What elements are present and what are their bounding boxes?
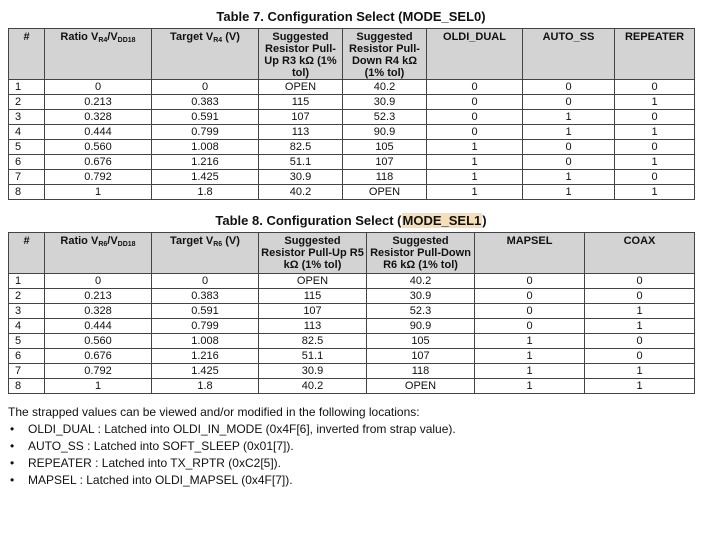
- table-cell: 0: [615, 140, 695, 155]
- table1-caption-suffix: ): [481, 9, 486, 24]
- table-cell: 0.676: [45, 155, 152, 170]
- table-cell: 0: [427, 80, 523, 95]
- table-cell: 1: [615, 155, 695, 170]
- table-row: [9, 304, 695, 319]
- table-cell: 105: [343, 140, 427, 155]
- table1-caption: [8, 8, 694, 26]
- table-cell: 0: [45, 274, 152, 289]
- table-cell: 0: [152, 274, 259, 289]
- document-page: [8, 8, 694, 489]
- table2-header-col-0: #: [9, 233, 45, 274]
- table-row: [9, 185, 695, 200]
- table-cell: OPEN: [259, 274, 367, 289]
- table-cell: 0: [45, 80, 152, 95]
- table-cell: 1: [475, 364, 585, 379]
- table-cell: 0: [523, 80, 615, 95]
- table-cell: 0: [152, 80, 259, 95]
- table-row: [9, 319, 695, 334]
- table-cell: 1: [615, 95, 695, 110]
- table2-header-col-6: COAX: [585, 233, 695, 274]
- table-row: [9, 379, 695, 394]
- table-cell: 1: [523, 110, 615, 125]
- table-row: [9, 125, 695, 140]
- table-cell: 30.9: [259, 170, 343, 185]
- table-cell: 0.213: [45, 289, 152, 304]
- table1-header-col-2: Target $V_{R4}$ (V): [152, 29, 259, 80]
- table-cell: 0.676: [45, 349, 152, 364]
- table-cell: 0.591: [152, 304, 259, 319]
- table-cell: 52.3: [367, 304, 475, 319]
- table-cell: 1: [585, 304, 695, 319]
- table2-header-col-5: MAPSEL: [475, 233, 585, 274]
- table-cell: 0.444: [45, 125, 152, 140]
- table-cell: 30.9: [367, 289, 475, 304]
- table1-header-col-6: AUTO_SS: [523, 29, 615, 80]
- table-cell: 0: [523, 155, 615, 170]
- table2-header-col-2: Target $V_{R6}$ (V): [152, 233, 259, 274]
- table2-caption-prefix: Table 8. Configuration Select (: [215, 213, 402, 228]
- table-cell: 0.560: [45, 140, 152, 155]
- table-cell: 107: [259, 110, 343, 125]
- table-cell: 7: [9, 364, 45, 379]
- table2-header-col-3: Suggested Resistor Pull-Up R5 kΩ (1% tol): [259, 233, 367, 274]
- table-cell: 6: [9, 155, 45, 170]
- table-row: [9, 349, 695, 364]
- table-cell: 1: [585, 379, 695, 394]
- table-row: [9, 95, 695, 110]
- table2-caption-suffix: ): [482, 213, 487, 228]
- table2-caption: [8, 212, 694, 230]
- table-cell: 0: [427, 95, 523, 110]
- table-cell: 0.383: [152, 95, 259, 110]
- table-cell: 1.8: [152, 379, 259, 394]
- table1-caption-code: MODE_SEL0: [402, 9, 482, 24]
- table-cell: 40.2: [343, 80, 427, 95]
- table-cell: 1: [427, 170, 523, 185]
- table-cell: 40.2: [367, 274, 475, 289]
- table-row: [9, 274, 695, 289]
- config-table-mode-sel1: [8, 232, 695, 394]
- table-cell: 1.425: [152, 364, 259, 379]
- table-row: [9, 155, 695, 170]
- table-cell: 1: [585, 364, 695, 379]
- table-cell: 1.008: [152, 140, 259, 155]
- table-cell: 105: [367, 334, 475, 349]
- table1-header-row: [9, 29, 695, 80]
- table-cell: 2: [9, 289, 45, 304]
- table-cell: 107: [367, 349, 475, 364]
- table-row: [9, 140, 695, 155]
- table1-caption-prefix: Table 7. Configuration Select (: [216, 9, 403, 24]
- table-cell: 0: [615, 80, 695, 95]
- table-cell: 115: [259, 95, 343, 110]
- table-cell: 0.792: [45, 170, 152, 185]
- table-cell: 1: [523, 185, 615, 200]
- table-cell: 0: [427, 125, 523, 140]
- table-cell: 0.213: [45, 95, 152, 110]
- table-cell: OPEN: [259, 80, 343, 95]
- table-cell: 5: [9, 334, 45, 349]
- table-cell: 1: [585, 319, 695, 334]
- table-cell: 0: [475, 304, 585, 319]
- table-cell: 0: [475, 274, 585, 289]
- table-cell: OPEN: [367, 379, 475, 394]
- table-cell: 118: [367, 364, 475, 379]
- table2-caption-code-highlighted: MODE_SEL1: [402, 213, 482, 228]
- table-cell: 0: [585, 349, 695, 364]
- table-row: [9, 170, 695, 185]
- table1-header-col-4: Suggested Resistor Pull-Down R4 kΩ (1% tol): [343, 29, 427, 80]
- table-cell: 5: [9, 140, 45, 155]
- table-cell: 0.383: [152, 289, 259, 304]
- table-cell: 3: [9, 304, 45, 319]
- table-cell: 1: [523, 170, 615, 185]
- table-cell: 1: [427, 140, 523, 155]
- notes-intro: The strapped values can be viewed and/or modified in the following locations:: [8, 405, 420, 419]
- table-cell: 113: [259, 125, 343, 140]
- table-cell: 4: [9, 125, 45, 140]
- notes-list: [8, 421, 694, 489]
- table1-header-col-0: #: [9, 29, 45, 80]
- table-row: [9, 364, 695, 379]
- table-cell: 90.9: [343, 125, 427, 140]
- table-cell: 2: [9, 95, 45, 110]
- table-cell: 8: [9, 185, 45, 200]
- table-cell: 1.216: [152, 155, 259, 170]
- table-cell: 1.425: [152, 170, 259, 185]
- table-row: [9, 110, 695, 125]
- table-cell: 1: [615, 125, 695, 140]
- table-cell: 0.444: [45, 319, 152, 334]
- config-table-mode-sel0: [8, 28, 695, 200]
- table-row: [9, 334, 695, 349]
- table-cell: 1.008: [152, 334, 259, 349]
- table-cell: 0.560: [45, 334, 152, 349]
- table-cell: 40.2: [259, 379, 367, 394]
- table-row: [9, 80, 695, 95]
- table-cell: 0.799: [152, 319, 259, 334]
- table-cell: 82.5: [259, 334, 367, 349]
- table-cell: 0: [523, 95, 615, 110]
- table-cell: 1.216: [152, 349, 259, 364]
- table-cell: 1.8: [152, 185, 259, 200]
- table-cell: 4: [9, 319, 45, 334]
- table-cell: 113: [259, 319, 367, 334]
- table-cell: 0: [475, 289, 585, 304]
- table-cell: 52.3: [343, 110, 427, 125]
- table-cell: 0: [475, 319, 585, 334]
- table-cell: 115: [259, 289, 367, 304]
- table-cell: 0.799: [152, 125, 259, 140]
- note-item: • OLDI_DUAL : Latched into OLDI_IN_MODE (0x4F[6], inverted from strap value).: [8, 421, 694, 438]
- table-cell: 51.1: [259, 349, 367, 364]
- table2-header-col-4: Suggested Resistor Pull-Down R6 kΩ (1% tol): [367, 233, 475, 274]
- table-cell: OPEN: [343, 185, 427, 200]
- table-cell: 118: [343, 170, 427, 185]
- strap-notes: [8, 404, 694, 489]
- table-cell: 1: [523, 125, 615, 140]
- table-cell: 0.328: [45, 110, 152, 125]
- table1-header-col-7: REPEATER: [615, 29, 695, 80]
- table-cell: 40.2: [259, 185, 343, 200]
- table-cell: 0.328: [45, 304, 152, 319]
- table-cell: 1: [615, 185, 695, 200]
- table-cell: 1: [475, 349, 585, 364]
- table-cell: 1: [427, 185, 523, 200]
- table-row: [9, 289, 695, 304]
- table-cell: 0: [615, 170, 695, 185]
- note-item: • AUTO_SS : Latched into SOFT_SLEEP (0x01[7]).: [8, 438, 694, 455]
- table-cell: 1: [9, 80, 45, 95]
- table-cell: 90.9: [367, 319, 475, 334]
- table1-header-col-3: Suggested Resistor Pull-Up R3 kΩ (1% tol): [259, 29, 343, 80]
- table-cell: 1: [9, 274, 45, 289]
- table-cell: 1: [475, 334, 585, 349]
- table1-header-col-1: Ratio $V_{R4}/V_{DD18}$: [45, 29, 152, 80]
- table-cell: 0: [427, 110, 523, 125]
- table-cell: 0: [615, 110, 695, 125]
- table2-header-row: [9, 233, 695, 274]
- table-cell: 107: [259, 304, 367, 319]
- note-item: • REPEATER : Latched into TX_RPTR (0xC2[5]).: [8, 455, 694, 472]
- table-cell: 6: [9, 349, 45, 364]
- table-cell: 51.1: [259, 155, 343, 170]
- table1-header-col-5: OLDI_DUAL: [427, 29, 523, 80]
- note-item: • MAPSEL : Latched into OLDI_MAPSEL (0x4F[7]).: [8, 472, 694, 489]
- table-cell: 0: [585, 289, 695, 304]
- table-cell: 30.9: [259, 364, 367, 379]
- table-cell: 1: [427, 155, 523, 170]
- table-cell: 0: [585, 274, 695, 289]
- table-cell: 1: [475, 379, 585, 394]
- table-cell: 1: [45, 185, 152, 200]
- table2-header-col-1: Ratio $V_{R6}/V_{DD18}$: [45, 233, 152, 274]
- table-cell: 0: [523, 140, 615, 155]
- table-cell: 0.591: [152, 110, 259, 125]
- table-cell: 7: [9, 170, 45, 185]
- table-cell: 30.9: [343, 95, 427, 110]
- table-cell: 0.792: [45, 364, 152, 379]
- table-cell: 8: [9, 379, 45, 394]
- table-cell: 1: [45, 379, 152, 394]
- table-cell: 82.5: [259, 140, 343, 155]
- table-cell: 3: [9, 110, 45, 125]
- table-cell: 0: [585, 334, 695, 349]
- table-cell: 107: [343, 155, 427, 170]
